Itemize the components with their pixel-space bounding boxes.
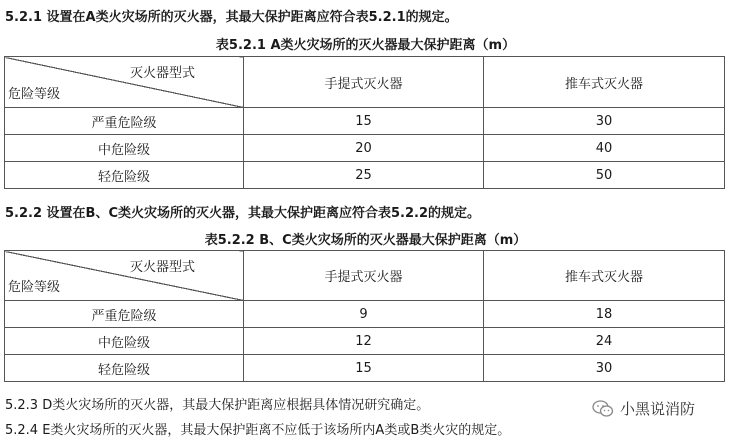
table-header-row <box>5 57 725 108</box>
cell-value: 15 <box>244 355 484 382</box>
table-row <box>5 355 725 382</box>
header-hazard-level: 危险等级 <box>8 280 61 295</box>
diagonal-header-cell <box>5 57 244 108</box>
row-label: 严重危险级 <box>5 301 244 328</box>
row-label: 轻危险级 <box>5 355 244 382</box>
cell-value: 25 <box>244 162 484 189</box>
table-row <box>5 328 725 355</box>
diagonal-header-cell <box>5 251 244 301</box>
table-row <box>5 301 725 328</box>
column-header-portable: 手提式灭火器 <box>244 57 484 108</box>
cell-value: 30 <box>484 108 725 135</box>
table-5-2-2-caption: 表5.2.2 B、C类火灾场所的灭火器最大保护距离（m） <box>204 233 527 248</box>
cell-value: 9 <box>244 301 484 328</box>
clause-5-2-1: 5.2.1 设置在A类火灾场所的灭火器，其最大保护距离应符合表5.2.1的规定。 <box>5 10 458 25</box>
watermark <box>592 398 695 419</box>
row-label: 中危险级 <box>5 135 244 162</box>
header-hazard-level: 危险等级 <box>8 87 61 102</box>
cell-value: 24 <box>484 328 725 355</box>
table-header-row <box>5 251 725 301</box>
clause-5-2-2: 5.2.2 设置在B、C类火灾场所的灭火器，其最大保护距离应符合表5.2.2的规定。 <box>5 206 481 221</box>
cell-value: 18 <box>484 301 725 328</box>
cell-value: 30 <box>484 355 725 382</box>
column-header-wheeled: 推车式灭火器 <box>484 57 725 108</box>
column-header-wheeled: 推车式灭火器 <box>484 251 725 301</box>
watermark-text: 小黑说消防 <box>620 400 696 418</box>
table-row <box>5 135 725 162</box>
wechat-icon <box>592 400 614 418</box>
table-5-2-1-caption: 表5.2.1 A类火灾场所的灭火器最大保护距离（m） <box>215 38 516 53</box>
clause-5-2-3: 5.2.3 D类火灾场所的灭火器，其最大保护距离应根据具体情况研究确定。 <box>5 398 430 413</box>
cell-value: 12 <box>244 328 484 355</box>
table-row <box>5 108 725 135</box>
cell-value: 50 <box>484 162 725 189</box>
cell-value: 40 <box>484 135 725 162</box>
cell-value: 20 <box>244 135 484 162</box>
clause-5-2-4: 5.2.4 E类火灾场所的灭火器，其最大保护距离不应低于该场所内A类或B类火灾的规定。 <box>5 423 511 438</box>
header-extinguisher-type: 灭火器型式 <box>129 260 195 275</box>
row-label: 中危险级 <box>5 328 244 355</box>
header-extinguisher-type: 灭火器型式 <box>129 66 195 81</box>
cell-value: 15 <box>244 108 484 135</box>
row-label: 轻危险级 <box>5 162 244 189</box>
table-row <box>5 162 725 189</box>
column-header-portable: 手提式灭火器 <box>244 251 484 301</box>
row-label: 严重危险级 <box>5 108 244 135</box>
table-5-2-2 <box>4 250 725 382</box>
table-5-2-1 <box>4 56 725 189</box>
